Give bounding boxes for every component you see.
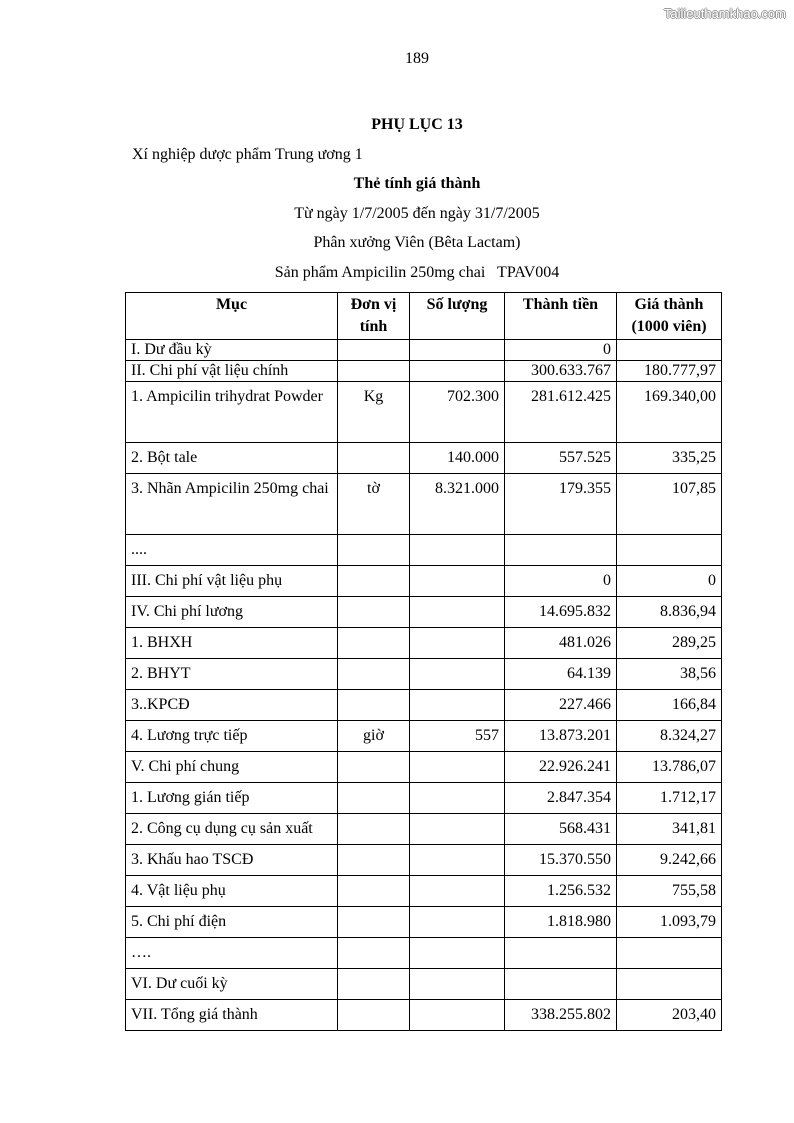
cell-unit xyxy=(338,659,410,690)
cell-amount: 1.818.980 xyxy=(505,907,617,938)
cell-quantity xyxy=(410,690,505,721)
cell-unit-cost: 180.777,97 xyxy=(617,361,722,382)
cell-unit xyxy=(338,845,410,876)
cell-unit xyxy=(338,690,410,721)
table-row xyxy=(126,1000,722,1031)
header-amount: Thành tiền xyxy=(505,293,617,340)
cell-unit xyxy=(338,566,410,597)
date-range: Từ ngày 1/7/2005 đến ngày 31/7/2005 xyxy=(294,205,540,222)
cell-unit xyxy=(338,814,410,845)
cell-item: .... xyxy=(126,535,338,566)
cell-quantity: 140.000 xyxy=(410,443,505,474)
cell-amount: 568.431 xyxy=(505,814,617,845)
cell-unit xyxy=(338,535,410,566)
cell-quantity: 557 xyxy=(410,721,505,752)
cell-item: 1. Lương gián tiếp xyxy=(126,783,338,814)
cell-amount: 300.633.767 xyxy=(505,361,617,382)
table-row xyxy=(126,876,722,907)
cell-unit xyxy=(338,969,410,1000)
cell-unit xyxy=(338,783,410,814)
table-row xyxy=(126,566,722,597)
cell-unit xyxy=(338,938,410,969)
cell-amount: 13.873.201 xyxy=(505,721,617,752)
product-line: Sản phẩm Ampicilin 250mg chai TPAV004 xyxy=(274,264,560,281)
cell-unit xyxy=(338,907,410,938)
cost-table xyxy=(125,292,722,1031)
cell-unit xyxy=(338,1000,410,1031)
cell-amount: 227.466 xyxy=(505,690,617,721)
cell-unit xyxy=(338,597,410,628)
cell-item: III. Chi phí vật liệu phụ xyxy=(126,566,338,597)
cell-unit-cost: 169.340,00 xyxy=(617,382,722,443)
cell-amount: 557.525 xyxy=(505,443,617,474)
cell-quantity xyxy=(410,361,505,382)
cell-item: 5. Chi phí điện xyxy=(126,907,338,938)
cell-item: 2. Công cụ dụng cụ sản xuất xyxy=(126,814,338,845)
cell-unit-cost: 1.712,17 xyxy=(617,783,722,814)
cell-unit-cost xyxy=(617,535,722,566)
cell-quantity xyxy=(410,566,505,597)
cell-unit-cost: 0 xyxy=(617,566,722,597)
cell-unit-cost: 8.836,94 xyxy=(617,597,722,628)
cell-item: VII. Tổng giá thành xyxy=(126,1000,338,1031)
cell-unit-cost: 38,56 xyxy=(617,659,722,690)
table-row xyxy=(126,443,722,474)
cell-quantity xyxy=(410,938,505,969)
cell-item: 2. Bột tale xyxy=(126,443,338,474)
cell-item: V. Chi phí chung xyxy=(126,752,338,783)
cell-item: 3..KPCĐ xyxy=(126,690,338,721)
table-row xyxy=(126,907,722,938)
cell-unit-cost xyxy=(617,340,722,361)
cell-quantity xyxy=(410,876,505,907)
cell-amount: 338.255.802 xyxy=(505,1000,617,1031)
cell-quantity xyxy=(410,814,505,845)
table-row xyxy=(126,938,722,969)
cell-item: 3. Khấu hao TSCĐ xyxy=(126,845,338,876)
cell-unit xyxy=(338,443,410,474)
cell-unit-cost xyxy=(617,938,722,969)
cell-unit xyxy=(338,876,410,907)
cell-amount xyxy=(505,969,617,1000)
cell-unit-cost: 107,85 xyxy=(617,474,722,535)
cell-item: IV. Chi phí lương xyxy=(126,597,338,628)
table-row xyxy=(126,814,722,845)
header-unit-cost: Giá thành (1000 viên) xyxy=(617,293,722,340)
cell-unit-cost: 1.093,79 xyxy=(617,907,722,938)
cell-quantity xyxy=(410,752,505,783)
cell-amount: 2.847.354 xyxy=(505,783,617,814)
cell-unit-cost: 755,58 xyxy=(617,876,722,907)
cell-item: 1. Ampicilin trihydrat Powder xyxy=(126,382,338,443)
cell-amount: 64.139 xyxy=(505,659,617,690)
cell-item: …. xyxy=(126,938,338,969)
card-title: Thẻ tính giá thành xyxy=(353,175,481,192)
cell-quantity xyxy=(410,340,505,361)
cell-amount: 22.926.241 xyxy=(505,752,617,783)
cell-unit-cost: 13.786,07 xyxy=(617,752,722,783)
header-quantity: Số lượng xyxy=(410,293,505,340)
table-row xyxy=(126,535,722,566)
table-row xyxy=(126,382,722,443)
cell-item: 2. BHYT xyxy=(126,659,338,690)
cell-amount: 14.695.832 xyxy=(505,597,617,628)
cell-quantity xyxy=(410,969,505,1000)
cell-quantity: 702.300 xyxy=(410,382,505,443)
table-row xyxy=(126,969,722,1000)
cell-item: VI. Dư cuối kỳ xyxy=(126,969,338,1000)
cell-quantity xyxy=(410,659,505,690)
table-row xyxy=(126,845,722,876)
company-name: Xí nghiệp dược phẩm Trung ương 1 xyxy=(132,146,363,163)
cell-quantity xyxy=(410,628,505,659)
cell-amount: 281.612.425 xyxy=(505,382,617,443)
cell-quantity xyxy=(410,535,505,566)
cell-unit xyxy=(338,628,410,659)
cell-unit: giờ xyxy=(338,721,410,752)
cell-unit-cost: 289,25 xyxy=(617,628,722,659)
cell-unit-cost: 166,84 xyxy=(617,690,722,721)
workshop-name: Phân xưởng Viên (Bêta Lactam) xyxy=(313,234,521,251)
cell-unit xyxy=(338,752,410,783)
cell-quantity: 8.321.000 xyxy=(410,474,505,535)
page-number: 189 xyxy=(405,50,429,67)
cell-unit xyxy=(338,340,410,361)
header-unit: Đơn vị tính xyxy=(338,293,410,340)
cell-unit: Kg xyxy=(338,382,410,443)
table-row xyxy=(126,783,722,814)
cell-amount xyxy=(505,938,617,969)
cell-item: 4. Lương trực tiếp xyxy=(126,721,338,752)
table-row xyxy=(126,361,722,382)
cell-unit-cost: 9.242,66 xyxy=(617,845,722,876)
cell-item: 4. Vật liệu phụ xyxy=(126,876,338,907)
cell-amount: 179.355 xyxy=(505,474,617,535)
cell-amount: 0 xyxy=(505,566,617,597)
table-row xyxy=(126,659,722,690)
watermark: Tailieuthamkhao.com xyxy=(663,6,786,21)
table-row xyxy=(126,340,722,361)
cell-item: II. Chi phí vật liệu chính xyxy=(126,361,338,382)
table-row xyxy=(126,597,722,628)
cell-quantity xyxy=(410,845,505,876)
table-row xyxy=(126,474,722,535)
cell-quantity xyxy=(410,783,505,814)
table-header-row xyxy=(126,293,722,340)
cell-item: I. Dư đầu kỳ xyxy=(126,340,338,361)
cell-item: 1. BHXH xyxy=(126,628,338,659)
cell-amount: 0 xyxy=(505,340,617,361)
cell-amount xyxy=(505,535,617,566)
cell-unit xyxy=(338,361,410,382)
table-row xyxy=(126,690,722,721)
cell-amount: 481.026 xyxy=(505,628,617,659)
cell-quantity xyxy=(410,907,505,938)
table-row xyxy=(126,721,722,752)
table-row xyxy=(126,752,722,783)
cell-unit-cost: 335,25 xyxy=(617,443,722,474)
appendix-title: PHỤ LỤC 13 xyxy=(371,116,463,133)
cell-unit-cost xyxy=(617,969,722,1000)
cell-unit-cost: 8.324,27 xyxy=(617,721,722,752)
cell-quantity xyxy=(410,1000,505,1031)
cell-quantity xyxy=(410,597,505,628)
table-row xyxy=(126,628,722,659)
cell-unit-cost: 203,40 xyxy=(617,1000,722,1031)
header-item: Mục xyxy=(126,293,338,340)
cell-amount: 15.370.550 xyxy=(505,845,617,876)
cell-unit: tờ xyxy=(338,474,410,535)
cell-item: 3. Nhãn Ampicilin 250mg chai xyxy=(126,474,338,535)
cell-unit-cost: 341,81 xyxy=(617,814,722,845)
cell-amount: 1.256.532 xyxy=(505,876,617,907)
